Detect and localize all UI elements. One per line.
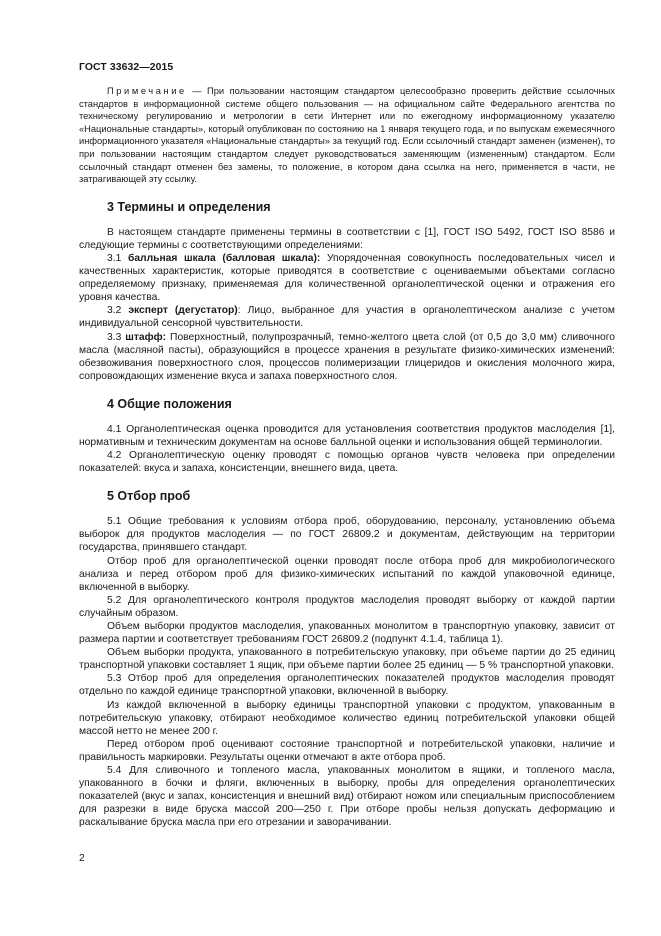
term-number: 3.3 [107, 331, 126, 343]
term-number: 3.2 [107, 305, 129, 317]
term-3-2 [79, 304, 615, 330]
paragraph: Из каждой включенной в выборку единицы транспортной упаковки с продуктом, упакованным в потребительскую упаковку, отбирают необходимое количество единиц потребительской упаковки общей массой нетто не менее 200 г. [79, 699, 615, 737]
paragraph: 5.3 Отбор проб для определения органолептических показателей продуктов маслоделия проводят отдельно по каждой единице транспортной упаковки, включенной в выборку. [79, 673, 615, 698]
paragraph: Отбор проб для органолептической оценки проводят после отбора проб для микробиологического анализа и перед отбором проб для физико-химических испытаний по каждой упаковочной единице, включенной в выборку. [79, 555, 615, 593]
paragraph: 5.1 Общие требования к условиям отбора проб, оборудованию, персоналу, установлению объема выборок для продуктов маслоделия — по ГОСТ 26809.2 и документам, действующим на территории государства, принявшего стандарт. [79, 516, 615, 554]
paragraph: 4.2 Органолептическую оценку проводят с помощью органов чувств человека при определении показателей: вкуса и запаха, консистенции, внешнего вида, цвета. [79, 450, 615, 475]
document-header: ГОСТ 33632—2015 [79, 62, 174, 73]
page-number: 2 [79, 853, 85, 864]
reference-note [79, 85, 615, 186]
paragraph: Объем выборки продукта, упакованного в потребительскую упаковку, при объеме партии до 25 единиц транспортной упаковки составляет 1 ящик, при объеме партии более 25 единиц — 5 % транспортной упаковки. [79, 647, 615, 672]
term-definition: Поверхностный, полупрозрачный, темно-желтого цвета слой (от 0,5 до 3,0 мм) сливочного масла (масляной пасты), образующийся в процессе хранения в результате физико-химических изменений: обезвоживания поверхностного слоя, процессов полимеризации глицеридов и окисления молочного жира, сопровождающих изменение вкуса и запаха поверхностного слоя. [79, 331, 615, 382]
term-definition: : Лицо, выбранное для участия в органолептическом анализе с учетом индивидуальной сенсорной чувствительности. [79, 305, 615, 330]
paragraph: Объем выборки продуктов маслоделия, упакованных монолитом в транспортную упаковку, зависит от размера партии и соответствует требованиям ГОСТ 26809.2 (подпункт 4.1.4, таблица 1). [79, 621, 615, 646]
term-name: эксперт (дегустатор) [128, 305, 238, 317]
section-3-intro: В настоящем стандарте применены термины в соответствии с [1], ГОСТ ISO 5492, ГОСТ ISO 8586 и следующие термины с соответствующими определениями: [79, 226, 615, 251]
paragraph: Перед отбором проб оценивают состояние транспортной и потребительской упаковки, наличие и правильность маркировки. Результаты оценки отмечают в акте отбора проб. [79, 738, 615, 763]
term-name: штафф: [125, 331, 167, 343]
section-5-title: 5 Отбор проб [107, 489, 191, 504]
note-label: Примечание [107, 86, 187, 96]
term-3-1 [79, 252, 615, 304]
section-3-title: 3 Термины и определения [107, 199, 271, 214]
term-definition: Упорядоченная совокупность последовательных чисел и качественных характеристик, которые приводятся в соответствие с оцениваемыми объектами согласно определяемому признаку, применяемая для количественной органолептической оценки и отражения его уровня качества. [79, 252, 615, 304]
document-body [79, 85, 615, 830]
paragraph: 4.1 Органолептическая оценка проводится для установления соответствия продуктов маслоделия [1], нормативным и техническим документам на основе балльной оценки и использования общей терминологии. [79, 423, 615, 448]
term-number: 3.1 [107, 252, 128, 264]
paragraph: 5.2 Для органолептического контроля продуктов маслоделия проводят выборку от каждой партии случайным образом. [79, 594, 615, 619]
term-3-3 [79, 331, 615, 383]
term-name: балльная шкала (балловая шкала): [127, 252, 321, 264]
section-4-title: 4 Общие положения [107, 396, 232, 411]
note-text: — При пользовании настоящим стандартом целесообразно проверить действие ссылочных стандартов в информационной системе общего пользования — на официальном сайте Федерального агентства по техническому регулированию и метрологии в сети Интернет или по ежегодному информационному указателю «Национальные стандарты», который опубликован по состоянию на 1 января текущего года, и по выпускам ежемесячного информационного указателя «Национальные стандарты» за текущий год. Если ссылочный стандарт заменен (изменен), то при пользовании настоящим стандартом следует руководствоваться заменяющим (измененным) стандартом. Если ссылочный стандарт отменен без замены, то положение, в котором дана ссылка на него, применяется в части, не затрагивающей эту ссылку. [79, 86, 615, 185]
paragraph: 5.4 Для сливочного и топленого масла, упакованных монолитом в ящики, и топленого масла, упакованного в бочки и фляги, включенных в выборку, пробы для определения органолептических показателей (вкус и запах, консистенция и внешний вид) отбирают ножом или специальным приспособлением для разрезки в виде бруска массой 200—250 г. При отборе пробы нельзя допускать деформацию и раскалывание бруска масла при его отрезании и заворачивании. [79, 765, 615, 829]
